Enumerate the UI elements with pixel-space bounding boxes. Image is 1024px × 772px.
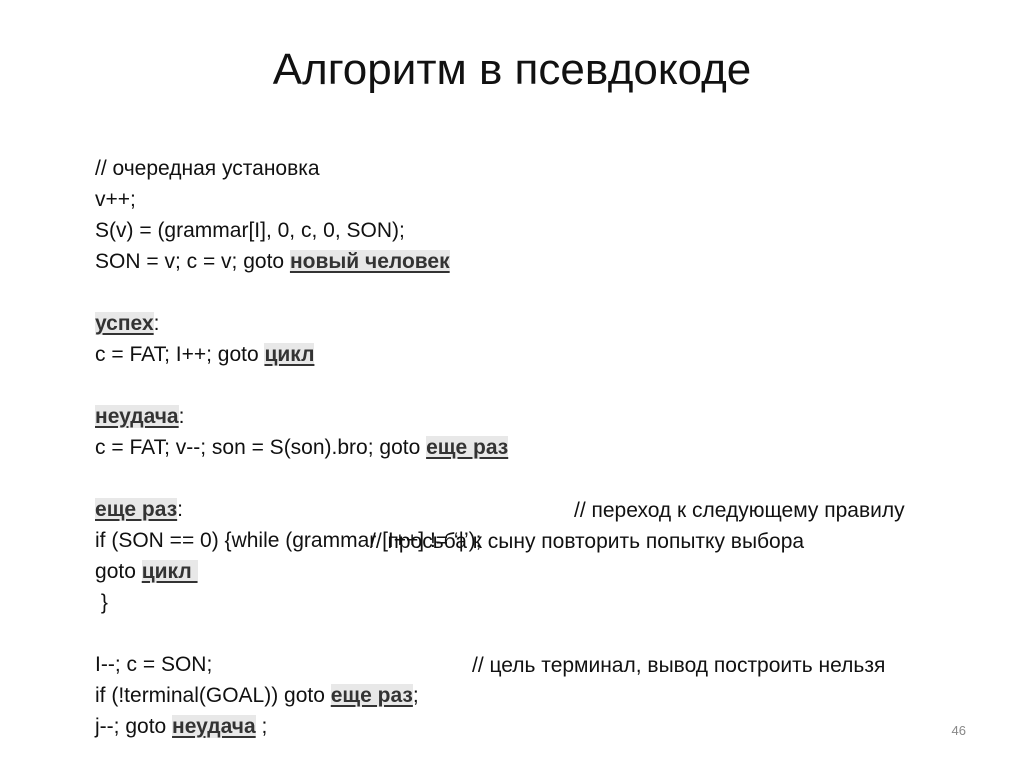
code-text: :: [153, 312, 160, 335]
code-text: if (!terminal(GOAL)) goto: [95, 684, 331, 707]
code-text: S(v) = (grammar[I], 0, c, 0, SON);: [95, 219, 405, 242]
code-text: c = FAT; v--; son = S(son).bro; goto: [95, 436, 427, 459]
label-reference: еще раз: [330, 684, 413, 707]
code-line: [60, 124, 320, 180]
code-text: if (SON == 0) {while (grammar [I++] != ‘|’);: [95, 529, 482, 552]
code-line: [60, 372, 185, 428]
slide-title: Алгоритм в псевдокоде: [272, 45, 752, 94]
label-definition: неудача: [95, 405, 179, 428]
page-number: 46: [951, 723, 966, 738]
label-reference: цикл: [141, 560, 198, 583]
label-definition: еще раз: [95, 498, 178, 521]
code-text: goto: [95, 560, 142, 583]
code-line: [60, 217, 450, 273]
code-text: }: [95, 591, 108, 614]
code-line: [60, 651, 1010, 707]
code-line: [60, 465, 183, 521]
code-comment: // цель терминал, вывод построить нельзя: [472, 654, 886, 677]
code-line: [60, 279, 160, 335]
code-text: c = FAT; I++; goto: [95, 343, 265, 366]
code-line: [60, 186, 405, 242]
code-line: [60, 310, 315, 366]
code-line: [60, 558, 108, 614]
code-line: [60, 527, 1010, 583]
code-text: j--; goto: [95, 715, 173, 738]
code-text: ;: [255, 715, 268, 738]
code-text: I--; c = SON;: [95, 653, 213, 676]
code-text: ;: [412, 684, 419, 707]
label-reference: цикл: [264, 343, 315, 366]
label-reference: неудача: [172, 715, 256, 738]
label-reference: еще раз: [426, 436, 509, 459]
code-line: [60, 155, 136, 211]
label-definition: успех: [95, 312, 154, 335]
code-text: :: [178, 405, 185, 428]
code-line: [60, 620, 213, 676]
code-text: v++;: [95, 188, 136, 211]
code-line: [60, 403, 509, 459]
code-comment: // просьба к сыну повторить попытку выбора: [370, 530, 805, 553]
code-text: SON = v; c = v; goto: [95, 250, 290, 273]
code-text: // очередная установка: [95, 157, 320, 180]
code-line: [60, 682, 268, 738]
code-text: :: [177, 498, 183, 521]
label-reference: новый человек: [289, 250, 450, 273]
code-comment: // переход к следующему правилу: [574, 499, 905, 522]
